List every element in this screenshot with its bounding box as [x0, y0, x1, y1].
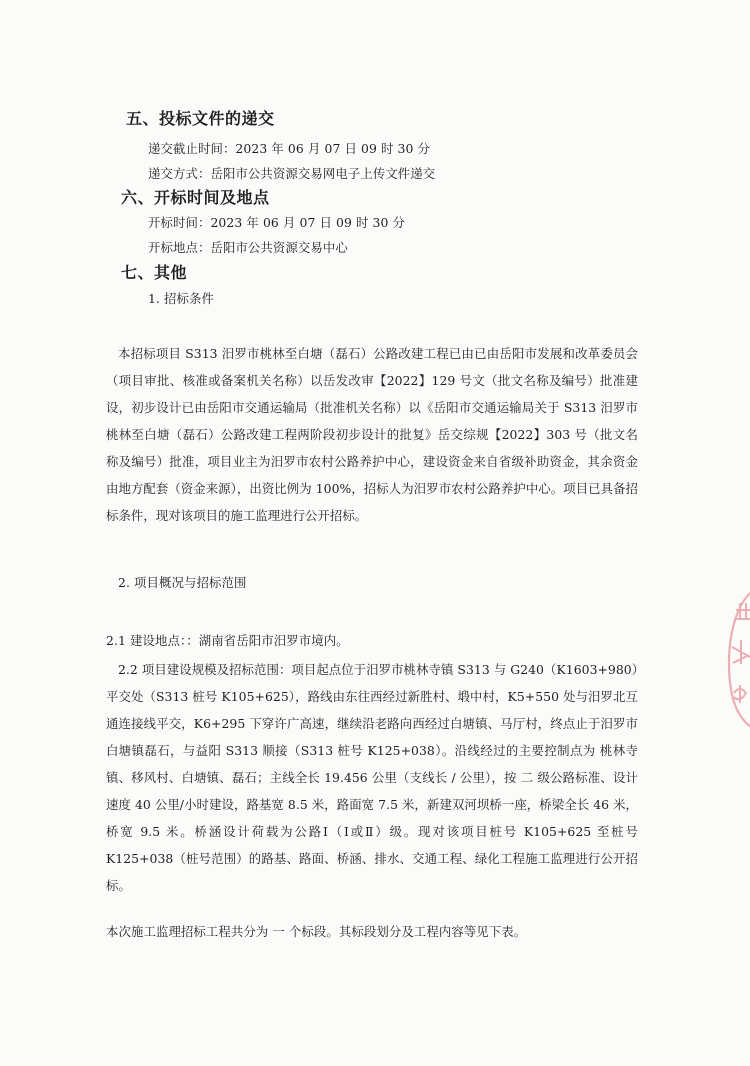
construction-site-item: 2.1 建设地点：：湖南省岳阳市汨罗市境内。	[106, 633, 349, 648]
project-scale-paragraph	[106, 656, 638, 899]
subsection-2-title: 2. 项目概况与招标范围	[118, 575, 247, 590]
submission-deadline: 递交截止时间：2023 年 06 月 07 日 09 时 30 分	[148, 141, 431, 156]
section-5-heading: 五、投标文件的递交	[126, 109, 275, 128]
opening-place: 开标地点：岳阳市公共资源交易中心	[148, 240, 348, 255]
lot-division-note: 本次施工监理招标工程共分为 一 个标段。其标段划分及工程内容等见下表。	[106, 924, 527, 939]
section-6-heading: 六、开标时间及地点	[121, 188, 270, 207]
subsection-1-title: 1. 招标条件	[148, 291, 215, 306]
section-7-heading: 七、其他	[121, 263, 188, 282]
tender-conditions-paragraph	[106, 340, 638, 529]
tender-conditions-text: 本招标项目 S313 汨罗市桃林至白塘（磊石）公路改建工程已由已由岳阳市发展和改革委员会（项目审批、核准或备案机关名称）以岳发改审【2022】129 号文（批文名称及编号）批准建设，初步设计已由岳阳市交通运输局（批准机关名称）以《岳阳市交通运输局关于 S313 汨罗市桃林至白塘（磊石）公路改建工程两阶段初步设计的批复》岳交综规【2022】303 号（批文名称及编号）批准，项目业主为汨罗市农村公路养护中心，建设资金来自省级补助资金，其余资金由地方配套（资金来源），出资比例为 100%，招标人为汨罗市农村公路养护中心。项目已具备招标条件，现对该项目的施工监理进行公开招标。	[106, 346, 638, 523]
project-scale-text: 2.2 项目建设规模及招标范围：项目起点位于汨罗市桃林寺镇 S313 与 G240（K1603+980）平交处（S313 桩号 K105+625），路线由东往西经过新胜村、塅中村，K5+550 处与汨罗北互通连接线平交，K6+295 下穿许广高速，继续沿老路向西经过白塘镇、马厅村，终点止于汨罗市白塘镇磊石，与益阳 S313 顺接（S313 桩号 K125+038）。沿线经过的主要控制点为 桃林寺镇、移风村、白塘镇、磊石；主线全长 19.456 公里（支线长 / 公里），按 二 级公路标准、设计速度 40 公里/小时建设，路基宽 8.5 米，路面宽 7.5 米，新建双河坝桥一座，桥梁全长 46 米，桥宽 9.5 米。桥涵设计荷载为公路Ⅰ（Ⅰ或Ⅱ）级。现对该项目桩号 K105+625 至桩号 K125+038（桩号范围）的路基、路面、桥涵、排水、交通工程、绿化工程施工监理进行公开招标。	[106, 662, 638, 893]
submission-method: 递交方式：岳阳市公共资源交易网电子上传文件递交	[148, 166, 436, 181]
red-seal-stamp	[714, 585, 750, 735]
opening-time: 开标时间：2023 年 06 月 07 日 09 时 30 分	[148, 215, 406, 230]
